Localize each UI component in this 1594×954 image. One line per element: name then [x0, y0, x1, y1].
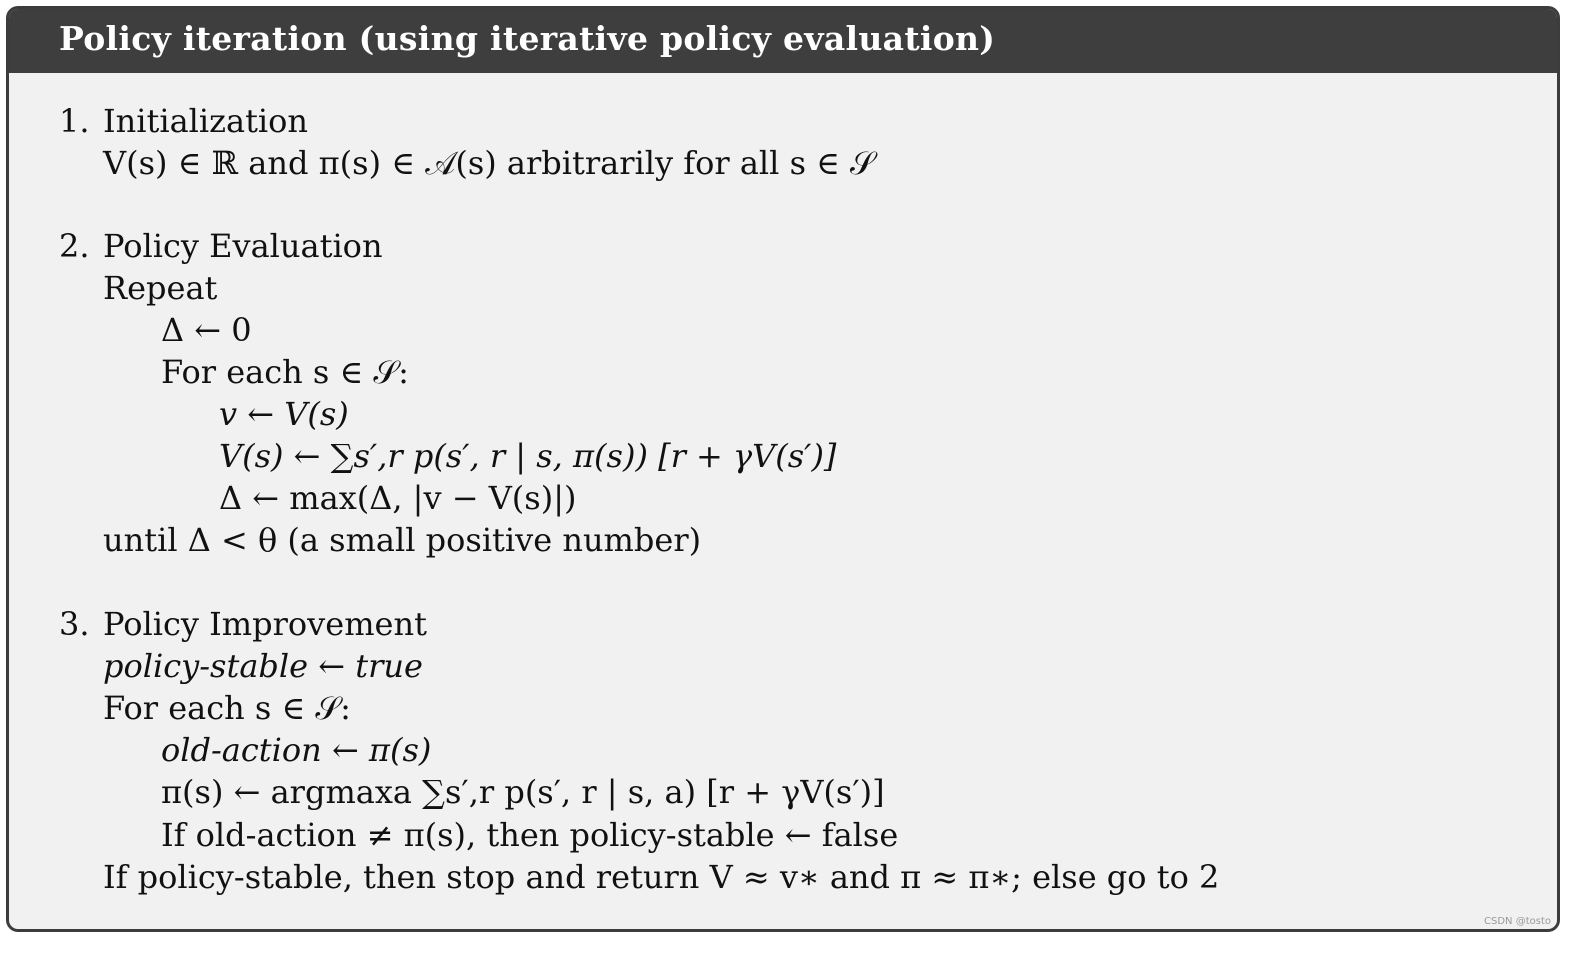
step-1-line-1: V(s) ∈ ℝ and π(s) ∈ 𝒜(s) arbitrarily for all s ∈ 𝒮	[103, 144, 875, 182]
step-2-for-each: For each s ∈ 𝒮:	[161, 353, 409, 391]
step-2-delta-init: Δ ← 0	[161, 311, 252, 349]
step-3-heading	[59, 604, 427, 644]
step-2-repeat: Repeat	[103, 269, 218, 307]
step-1-number: 1.	[59, 102, 90, 140]
step-2-bellman-update: V(s) ← ∑s′,r p(s′, r | s, π(s)) [r + γV(s′)]	[219, 437, 837, 475]
algorithm-header	[9, 9, 1557, 73]
algorithm-title: Policy iteration (using iterative policy evaluation)	[59, 19, 996, 58]
step-2-title: Policy Evaluation	[103, 227, 383, 265]
step-3-for-each: For each s ∈ 𝒮:	[103, 689, 351, 727]
step-3-stop-condition: If policy-stable, then stop and return V ≈ v∗ and π ≈ π∗; else go to 2	[103, 858, 1220, 896]
step-3-title: Policy Improvement	[103, 605, 427, 643]
step-1-heading	[59, 101, 308, 141]
step-3-number: 3.	[59, 605, 90, 643]
step-2-v-assign: v ← V(s)	[219, 395, 349, 433]
step-1-title: Initialization	[103, 102, 309, 140]
watermark: CSDN @tosto	[1484, 916, 1551, 927]
step-2-delta-update: Δ ← max(Δ, |v − V(s)|)	[219, 479, 577, 517]
step-3-if-changed: If old-action ≠ π(s), then policy-stable ← false	[161, 816, 899, 854]
step-2-until: until Δ < θ (a small positive number)	[103, 521, 702, 559]
step-3-policy-stable-init: policy-stable ← true	[103, 647, 423, 685]
algorithm-box	[6, 6, 1560, 932]
step-2-heading	[59, 226, 383, 266]
step-2-number: 2.	[59, 227, 90, 265]
step-3-old-action: old-action ← π(s)	[161, 731, 432, 769]
step-3-argmax-update: π(s) ← argmaxa ∑s′,r p(s′, r | s, a) [r + γV(s′)]	[161, 773, 885, 811]
